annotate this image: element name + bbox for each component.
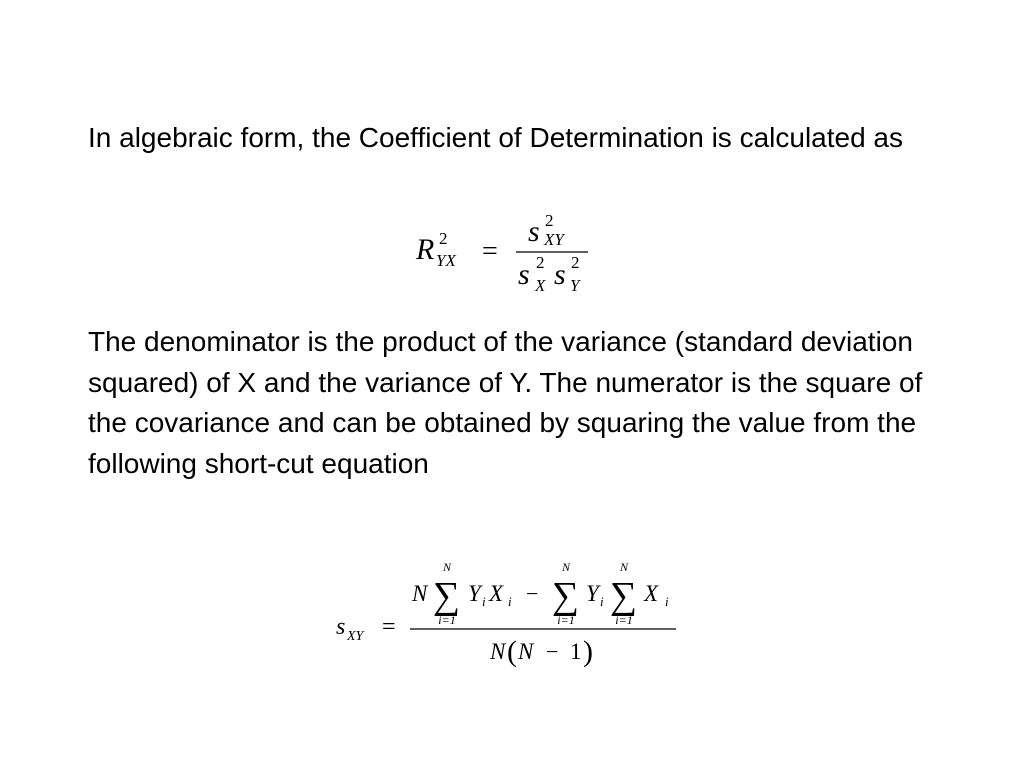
covariance-equation [332, 554, 692, 676]
r2-den-sub-2: Y [570, 276, 580, 295]
r-squared-equation [414, 207, 604, 302]
sum3-symbol: ∑ [610, 575, 638, 617]
body-paragraph: The denominator is the product of the variance (standard deviation squared) of X and the variance of Y. The numerator is the square of the covariance and can be obtained by squaring the value from the following short-cut equation [88, 326, 923, 479]
sum3-lower: i=1 [615, 613, 633, 627]
r2-num-base: s [528, 215, 540, 248]
intro-paragraph: In algebraic form, the Coefficient of Determination is calculated as [88, 122, 904, 153]
sum1-x: X [489, 581, 504, 606]
r2-num-sup: 2 [545, 211, 554, 230]
sxy-coef-n: N [412, 581, 428, 606]
sum2-y: Y [586, 581, 599, 606]
sxy-num-minus: − [526, 581, 539, 606]
r2-lhs-sub: YX [436, 251, 456, 270]
sum1-lower: i=1 [438, 613, 456, 627]
sxy-den-paren-close: ) [583, 635, 593, 668]
sxy-den-inner-n: N [518, 639, 534, 664]
r2-den-sup-1: 2 [536, 253, 545, 272]
sum1-symbol: ∑ [433, 575, 461, 617]
sum3-x: X [644, 581, 659, 606]
sxy-den-paren-open: ( [507, 635, 517, 668]
r-squared-equation-svg [414, 207, 604, 302]
sum2-y-index: i [600, 594, 604, 609]
sum1-x-index: i [508, 594, 512, 609]
r2-equals: = [482, 236, 498, 267]
sum2-symbol: ∑ [552, 575, 580, 617]
sum2-upper: N [561, 560, 571, 574]
sum2-lower: i=1 [557, 613, 575, 627]
sum1-upper: N [442, 560, 452, 574]
sxy-den-minus: − [546, 639, 559, 664]
sxy-den-n: N [490, 639, 506, 664]
covariance-equation-svg [332, 554, 692, 676]
r2-lhs-base: R [416, 233, 435, 266]
r2-den-sub-1: X [535, 276, 546, 295]
sxy-den-one: 1 [570, 639, 582, 664]
sum3-x-index: i [665, 594, 669, 609]
r2-num-sub: XY [544, 230, 564, 249]
sum1-y: Y [468, 581, 481, 606]
sxy-equals: = [382, 614, 396, 640]
r2-lhs-sup: 2 [439, 229, 448, 248]
sxy-lhs-sub: XY [347, 629, 364, 644]
r2-den-base-1: s [518, 258, 530, 291]
r2-den-sup-2: 2 [571, 253, 580, 272]
sum3-upper: N [619, 560, 629, 574]
sxy-lhs-base: s [336, 614, 346, 640]
sum1-y-index: i [482, 594, 486, 609]
r2-den-base-2: s [554, 258, 566, 291]
